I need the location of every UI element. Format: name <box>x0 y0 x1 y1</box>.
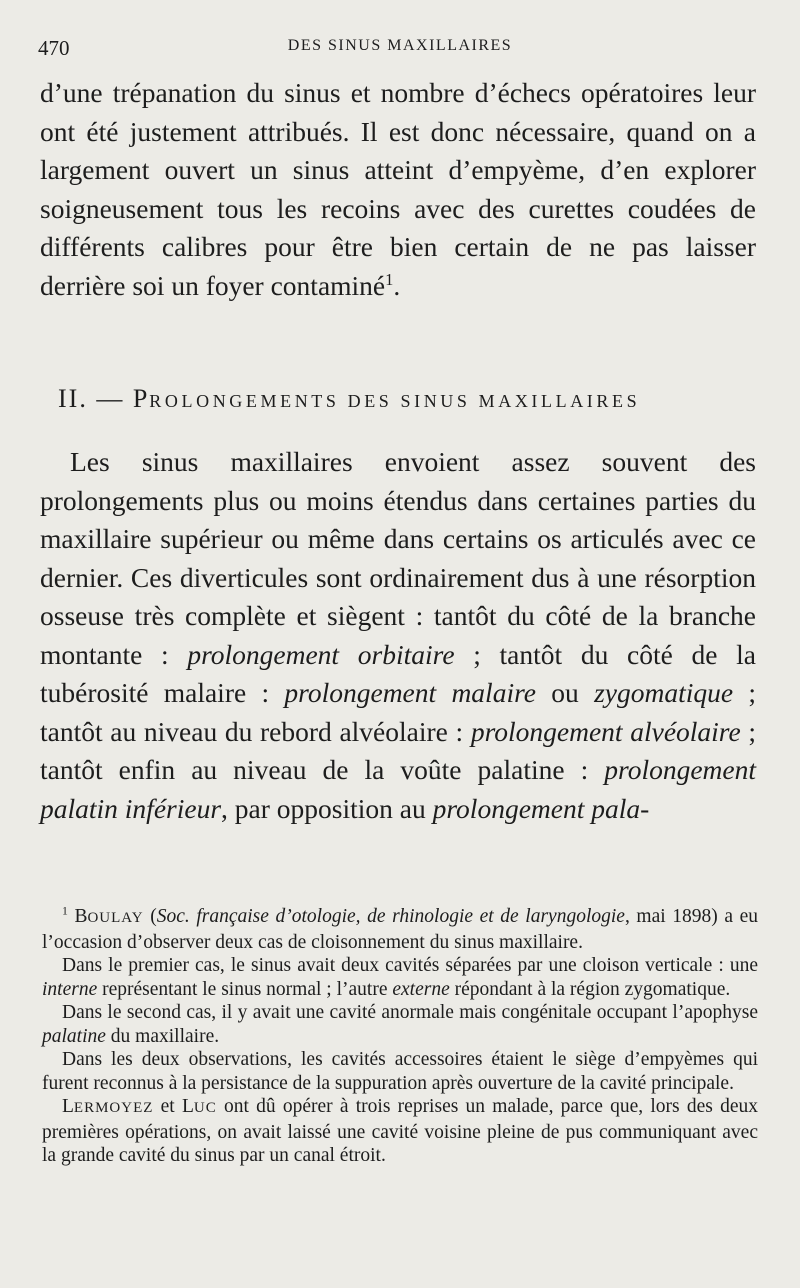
term-orbital: prolongement orbitaire <box>187 638 455 670</box>
section-title-rest: ROLONGEMENTS DES SINUS MAXILLAIRES <box>149 391 641 411</box>
footnote-marker: 1 <box>62 904 68 918</box>
paragraph-2-text: ; tantôt du côté de la tubérosité malaire : <box>40 638 756 708</box>
footnote-author-initial: L <box>181 1096 194 1117</box>
footnote-text: ont dû opérer à trois reprises un malade, parce que, lors des deux premières opérations, on avait laissé une cavité voisine pleine de pus communiquant avec la grande cavité du sinus par un canal étroit. <box>42 1096 758 1166</box>
term-palatine-continued: prolongement pala- <box>432 792 650 824</box>
term-alveolar: prolongement alvéolaire <box>470 715 741 747</box>
footnote-text: du maxillaire. <box>105 1025 220 1047</box>
running-head: DES SINUS MAXILLAIRES <box>287 37 513 54</box>
paragraph-2-text: ; tantôt au niveau du rebord alvéolaire : <box>40 677 757 747</box>
term-zygomatic: zygomatique <box>594 677 734 708</box>
footnote-term-palatine: palatine <box>42 1025 106 1047</box>
footnote-term-internal: interne <box>42 978 98 1000</box>
footnote-author-initial: B <box>74 906 88 927</box>
paragraph-1 <box>40 74 756 305</box>
paragraph-2 <box>40 443 756 828</box>
footnote-text: Dans le premier cas, le sinus avait deux cavités séparées par une cloison verticale : une <box>62 955 758 976</box>
footnote-1-paragraph-5 <box>42 1095 758 1168</box>
paragraph-2-text: ou <box>535 677 595 708</box>
footnote-author-rest: OULAY <box>87 910 144 926</box>
footnote-text: et <box>153 1096 182 1117</box>
footnote-text: représentant le sinus normal ; l’autre <box>97 978 393 1000</box>
footnote-author-initial: L <box>62 1096 74 1117</box>
term-malar: prolongement malaire <box>284 677 536 708</box>
paragraph-2-text: , par opposition au <box>221 792 433 824</box>
section-title-initial: P <box>132 384 150 413</box>
footnote-1-paragraph-2 <box>42 954 758 1001</box>
paragraph-2-text: ; tantôt enfin au niveau de la voûte palatine : <box>40 715 757 785</box>
section-number: II. — <box>58 384 125 413</box>
footnote-text: répondant à la région zygomatique. <box>449 978 731 1000</box>
paragraph-1-text: d’une trépanation du sinus et nombre d’échecs opératoires leur ont été justement attribués. Il est donc nécessaire, quand on a largement ouvert un sinus atteint d’empyème, d’en explorer soigneusement tous les recoins avec des curettes coudées de différents calibres pour être bien certain de ne pas laisser derrière soi un foyer contaminé <box>40 77 756 301</box>
footnote-1-text: , mai 1898) a eu l’occasion d’observer deux cas de cloisonnement du sinus maxillaire. <box>42 906 759 953</box>
paragraph-2-text: Les sinus maxillaires envoient assez souvent des prolongements plus ou moins étendus dans certaines parties du maxillaire supérieur ou même dans certains os articulés avec ce dernier. Ces diverticules sont ordinairement dus à une résorption osseuse très complète et siègent : tantôt du côté de la branche montante : <box>40 446 756 670</box>
footnote-1-source: Soc. française d’otologie, de rhinologie et de laryngologie <box>156 906 625 927</box>
page-number: 470 <box>38 36 70 60</box>
footnotes <box>42 905 758 1168</box>
footnote-1 <box>42 905 758 954</box>
footnote-1-paren: ( <box>143 906 157 927</box>
footnote-reference: 1 <box>385 269 394 289</box>
footnote-1-paragraph-4 <box>42 1048 758 1095</box>
section-heading <box>58 384 748 414</box>
footnote-text: Dans le second cas, il y avait une cavité anormale mais congénitale occupant l’apophyse <box>62 1002 758 1023</box>
paragraph-1-end: . <box>393 269 401 301</box>
footnote-1-paragraph-3 <box>42 1001 758 1048</box>
footnote-author-rest: UC <box>193 1100 217 1116</box>
footnote-author-rest: ERMOYEZ <box>73 1100 154 1116</box>
term-palatine-inferior: prolongement palatin inférieur <box>40 754 756 824</box>
footnote-term-external: externe <box>392 978 450 1000</box>
footnote-text: Dans les deux observations, les cavités accessoires étaient le siège d’empyèmes qui furent reconnus à la persistance de la suppuration après ouverture de la cavité principale. <box>42 1049 758 1094</box>
